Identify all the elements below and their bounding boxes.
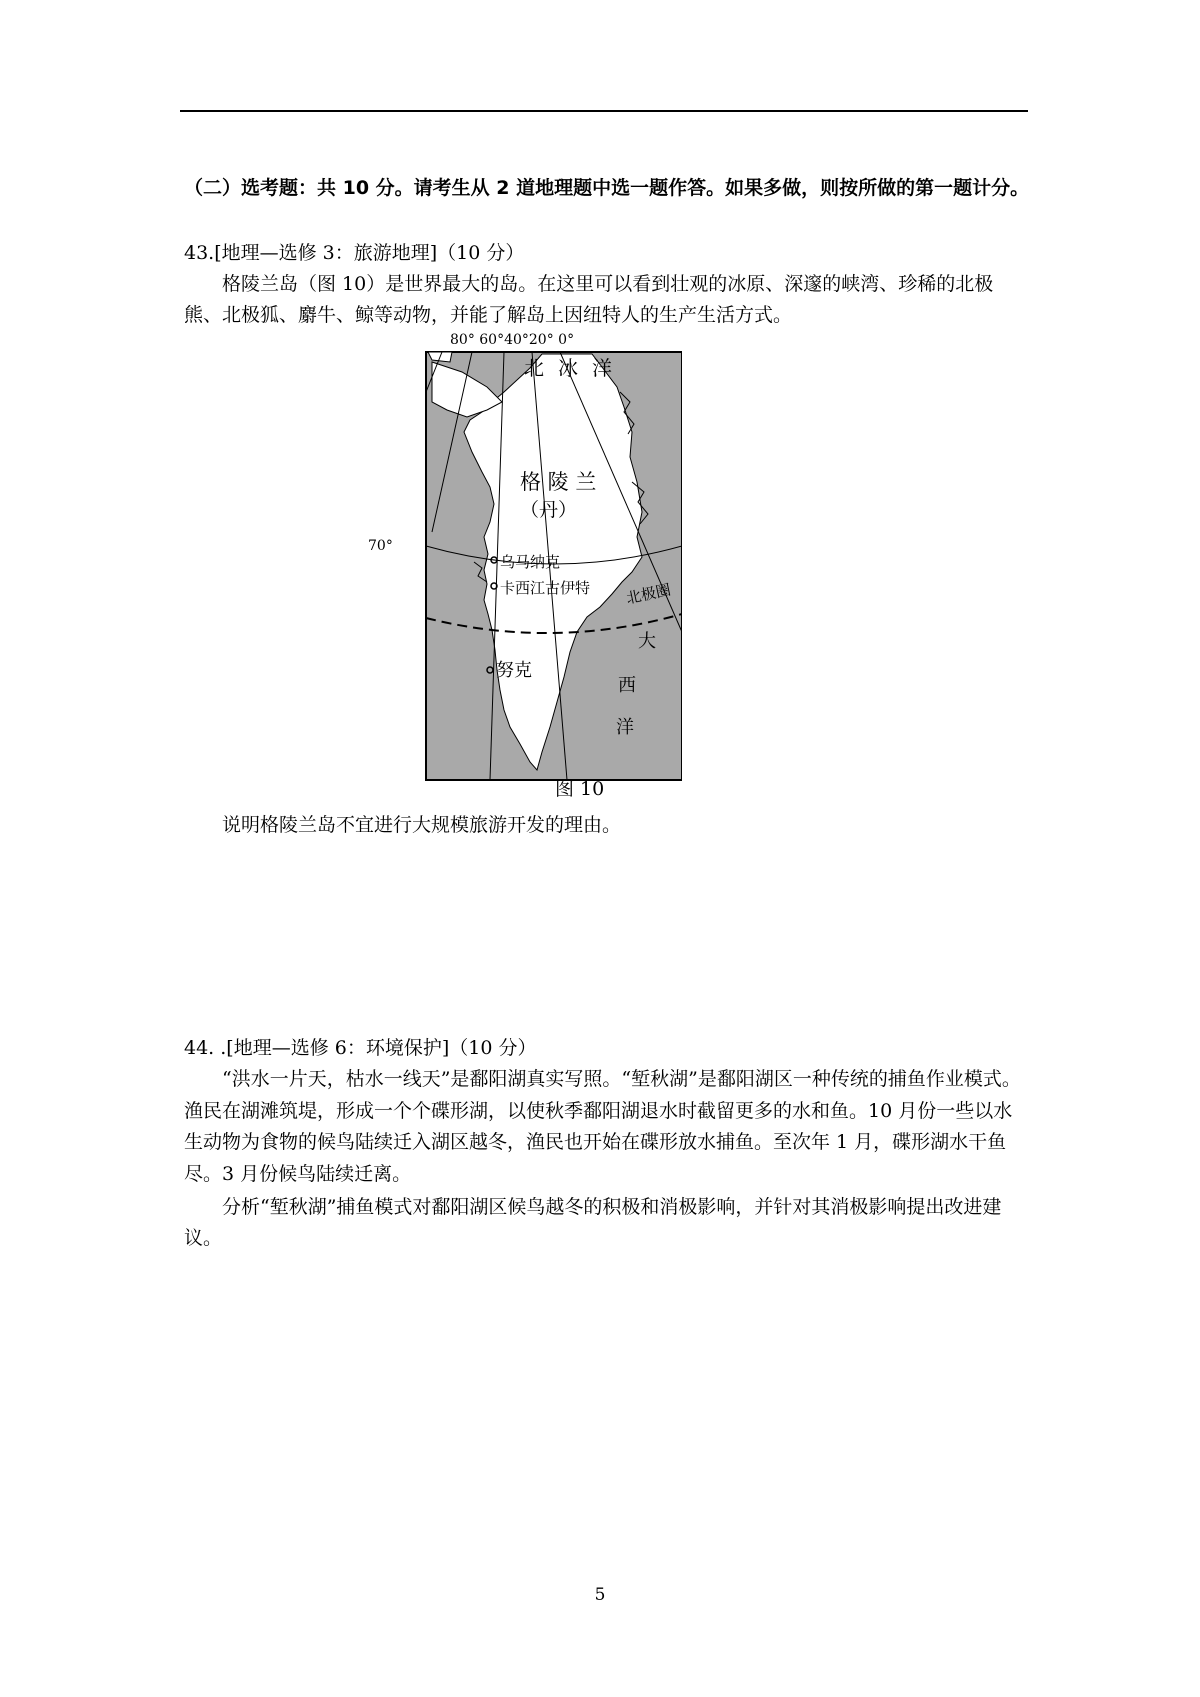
place-qasigiannguit: 卡西江古伊特 xyxy=(500,579,591,597)
place-nuuk: 努克 xyxy=(496,660,532,681)
longitude-labels: 80° 60°40°20° 0° xyxy=(450,332,575,348)
ocean-atlantic-2: 西 xyxy=(618,675,636,696)
ocean-north-1: 北 xyxy=(524,356,544,380)
section-heading: （二）选考题：共 10 分。请考生从 2 道地理题中选一题作答。如果多做，则按所做的第一题计分。 xyxy=(184,177,1030,199)
ocean-atlantic-1: 大 xyxy=(638,631,656,652)
q44-intro: “洪水一片天，枯水一线天”是鄱阳湖真实写照。“堑秋湖”是鄱阳湖区一种传统的捕鱼作业模式。渔民在湖滩筑堤，形成一个个碟形湖，以使秋季鄱阳湖退水时截留更多的水和鱼。10 月份一些以水生动物为食物的候鸟陆续迁入湖区越冬，渔民也开始在碟形放水捕鱼。至次年 1 月，碟形湖水干鱼尽。3 月份候鸟陆续迁离。 xyxy=(184,1068,1021,1185)
ocean-atlantic-3: 洋 xyxy=(616,717,634,738)
page-number: 5 xyxy=(594,1585,606,1605)
figure-caption: 图 10 xyxy=(555,778,605,800)
island-country: （丹） xyxy=(520,499,578,521)
place-umanak: 乌马纳克 xyxy=(500,553,561,571)
ocean-north-2: 冰 xyxy=(558,356,578,380)
header-rule xyxy=(180,110,1028,112)
q43-question: 说明格陵兰岛不宜进行大规模旅游开发的理由。 xyxy=(222,814,622,836)
island-name: 格 陵 兰 xyxy=(520,470,597,494)
arctic-circle-label: 北极圈 xyxy=(624,580,673,608)
q43-intro: 格陵兰岛（图 10）是世界最大的岛。在这里可以看到壮观的冰原、深邃的峡湾、珍稀的北极熊、北极狐、麝牛、鲸等动物，并能了解岛上因纽特人的生产生活方式。 xyxy=(184,273,994,326)
ocean-north-3: 洋 xyxy=(592,356,612,380)
greenland-map xyxy=(368,332,682,792)
latitude-label: 70° xyxy=(368,538,393,554)
q43-title: 43.[地理—选修 3：旅游地理]（10 分） xyxy=(184,242,525,264)
q44-question: 分析“堑秋湖”捕鱼模式对鄱阳湖区候鸟越冬的积极和消极影响，并针对其消极影响提出改进建议。 xyxy=(184,1196,1002,1249)
q44-title: 44. .[地理—选修 6：环境保护]（10 分） xyxy=(184,1037,537,1059)
